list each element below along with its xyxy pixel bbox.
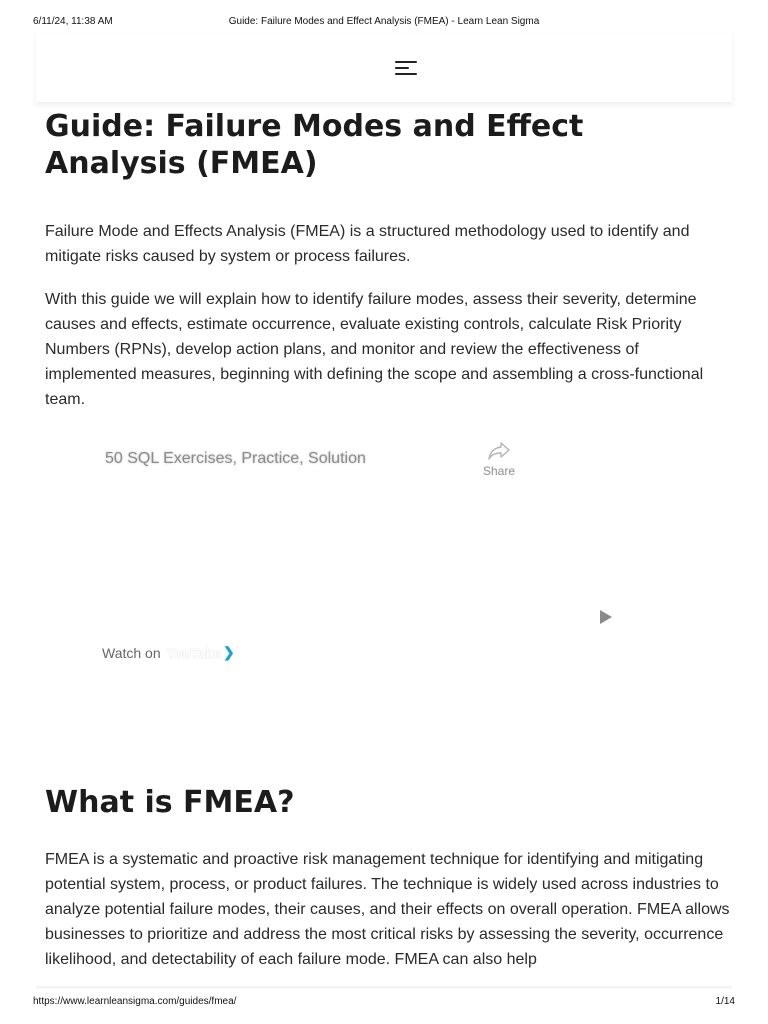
print-datetime: 6/11/24, 11:38 AM xyxy=(33,16,113,27)
site-header xyxy=(36,34,732,102)
share-arrow-icon xyxy=(488,442,510,460)
hamburger-menu-icon[interactable] xyxy=(395,58,419,78)
play-icon[interactable] xyxy=(600,610,612,624)
print-document-title: Guide: Failure Modes and Effect Analysis (FMEA) - Learn Lean Sigma xyxy=(228,16,540,27)
watch-on-youtube-link[interactable] xyxy=(102,644,235,661)
section-heading-what-is-fmea: What is FMEA? xyxy=(45,785,295,820)
embedded-video[interactable] xyxy=(45,430,725,700)
page-title: Guide: Failure Modes and Effect Analysis (FMEA) xyxy=(45,109,584,181)
section-paragraph-1: FMEA is a systematic and proactive risk management technique for identifying and mitigating potential system, process, or product failures. The technique is widely used across industries to analyze potential failure modes, their causes, and their effects on overall operation. FMEA allows businesses to prioritize and address the most critical risks by assessing the severity, occurrence likelihood, and detectability of each failure mode. FMEA can also help xyxy=(45,851,730,968)
share-label: Share xyxy=(482,464,516,478)
chevron-right-icon: ❯ xyxy=(222,644,235,660)
print-header xyxy=(33,16,735,30)
divider xyxy=(36,986,732,989)
share-button[interactable] xyxy=(477,442,521,478)
watch-on-label: Watch on xyxy=(102,644,161,661)
intro-paragraph-1: Failure Mode and Effects Analysis (FMEA) is a structured methodology used to identify and mitigate risks caused by system or process failures. xyxy=(45,223,690,265)
youtube-logo-text: YouTube xyxy=(166,644,221,661)
print-url: https://www.learnleansigma.com/guides/fmea/ xyxy=(33,996,237,1007)
print-footer xyxy=(33,996,735,1010)
intro-paragraph-2: With this guide we will explain how to identify failure modes, assess their severity, determine causes and effects, estimate occurrence, evaluate existing controls, calculate Risk Priority Numbers (RPNs), develop action plans, and monitor and review the effectiveness of implemented measures, beginning with defining the scope and assembling a cross-functional team. xyxy=(45,291,704,408)
video-title[interactable]: 50 SQL Exercises, Practice, Solution xyxy=(105,450,366,467)
youtube-logo xyxy=(167,644,235,661)
page-number: 1/14 xyxy=(715,996,735,1007)
